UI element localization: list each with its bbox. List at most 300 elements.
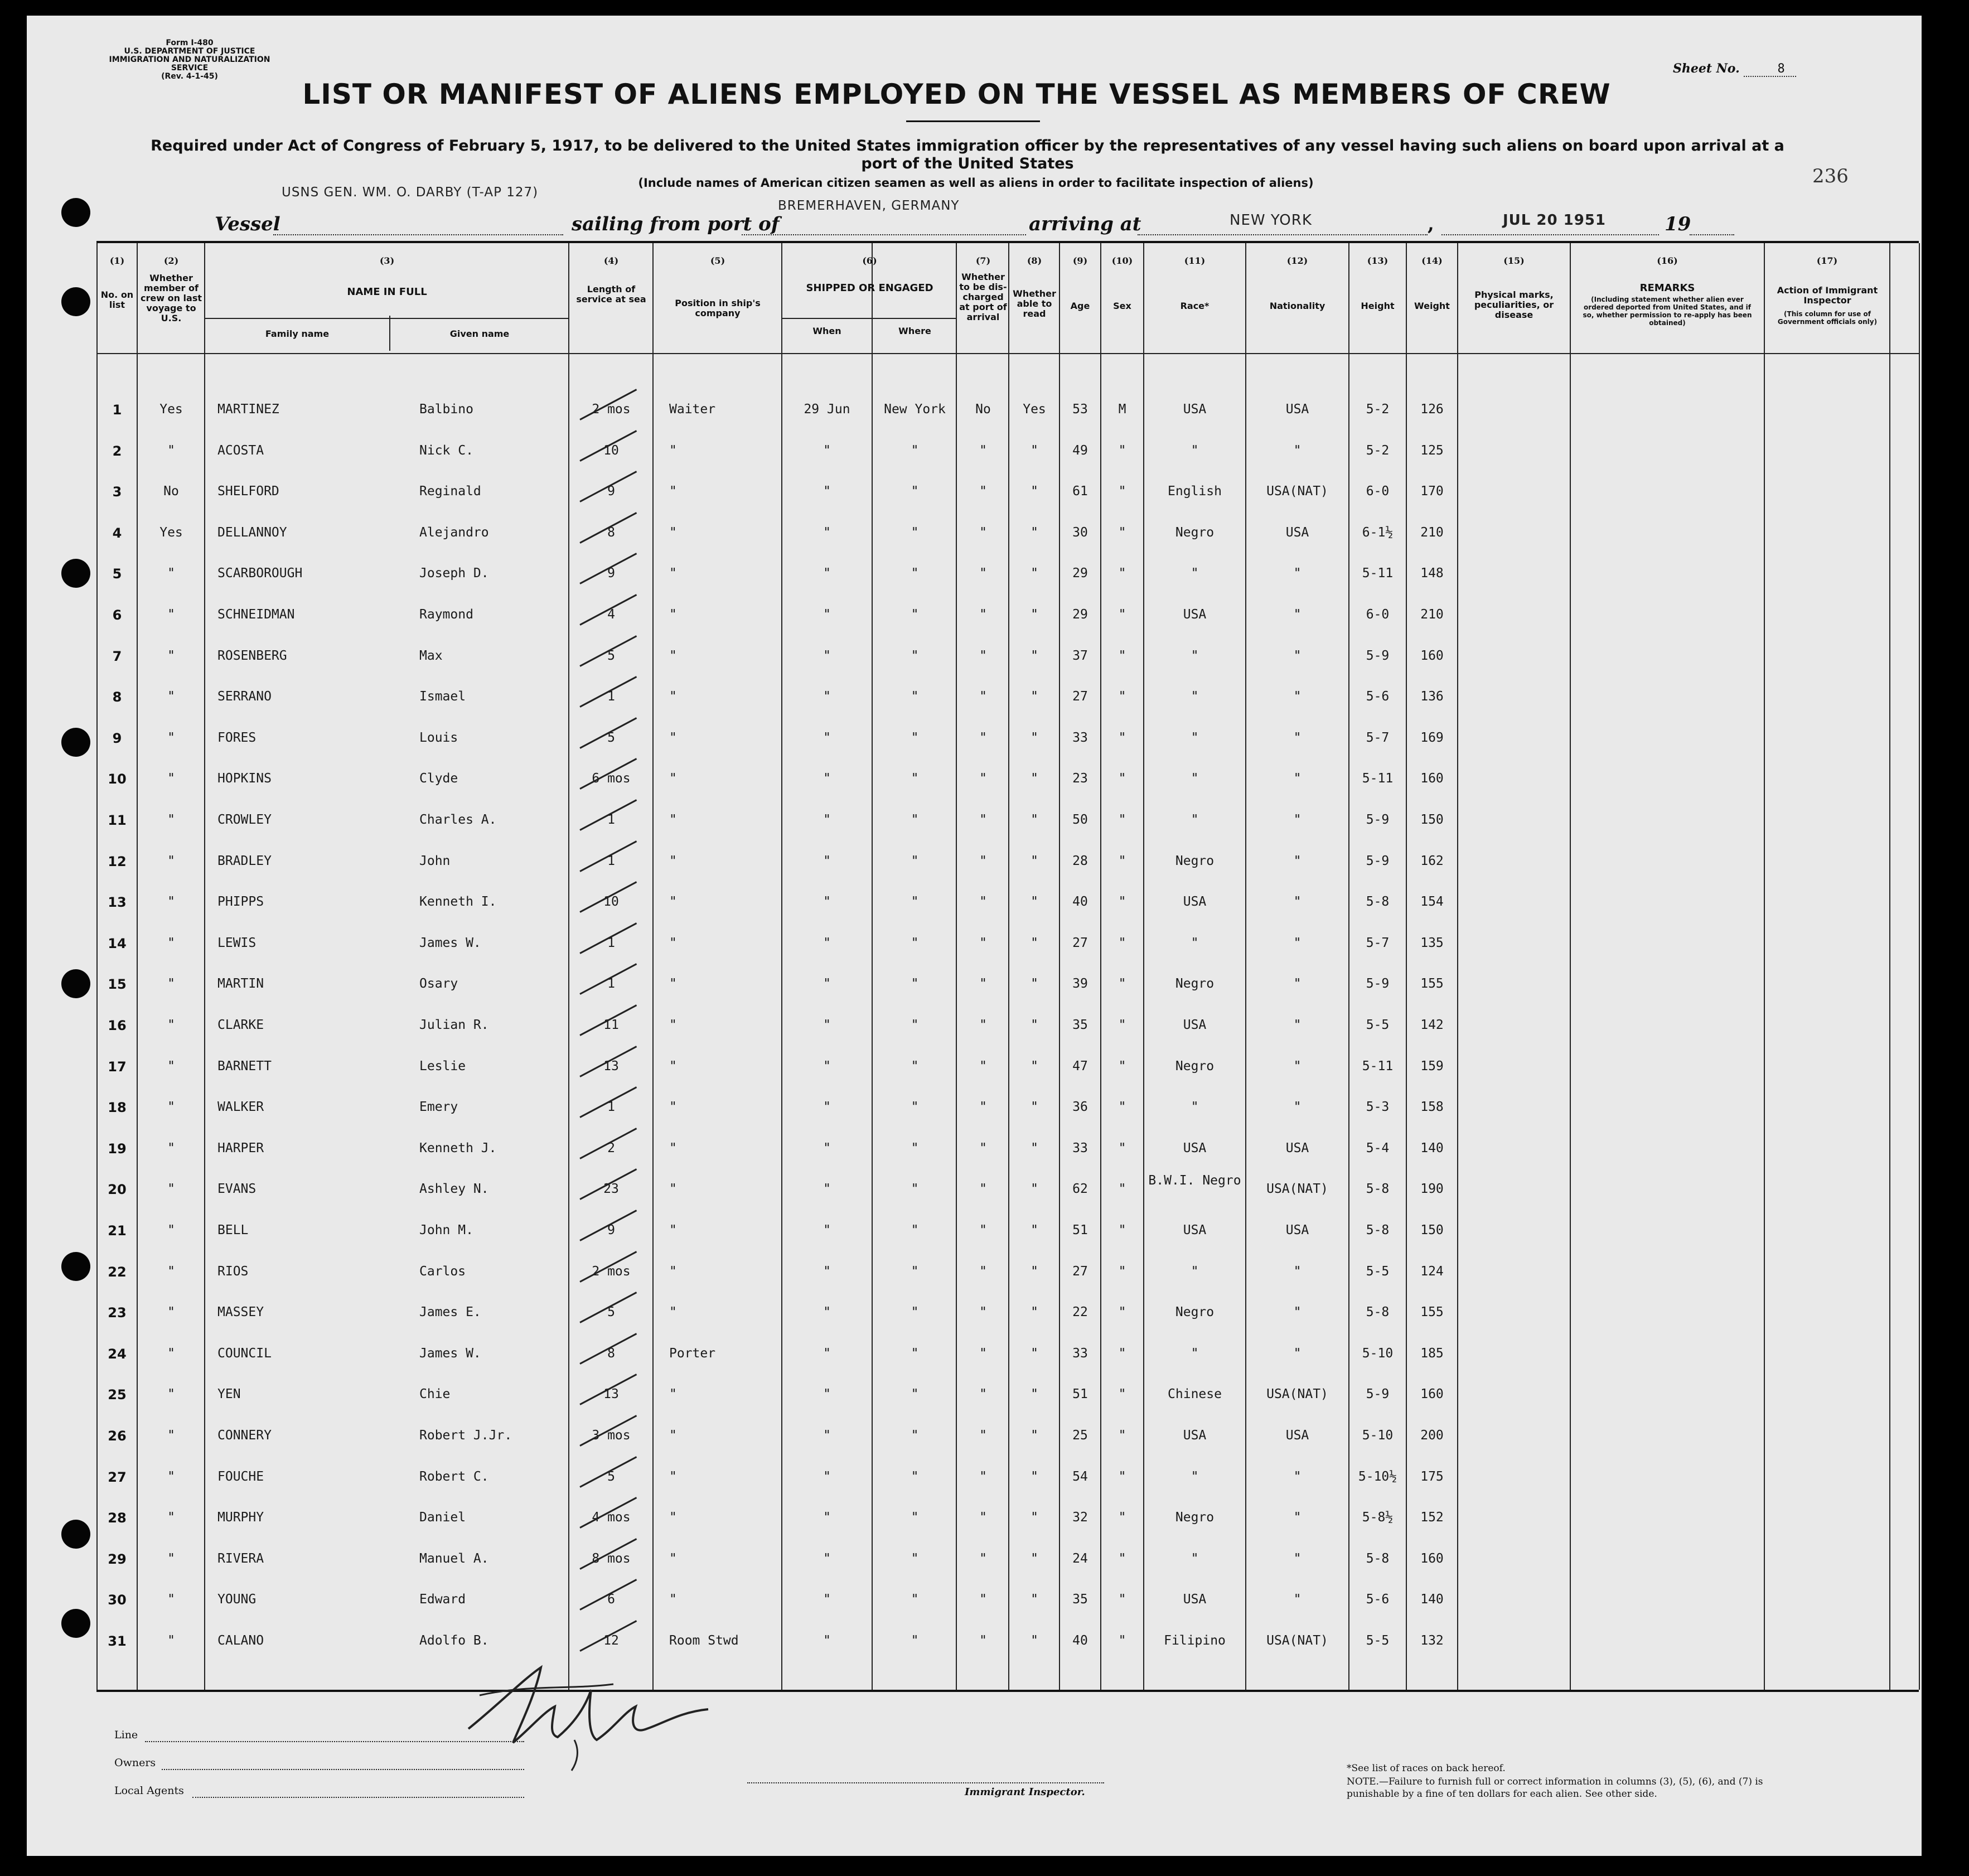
cell-nationality: USA <box>1285 1428 1309 1443</box>
title-underline <box>906 120 1040 122</box>
cell-when: " <box>823 1592 831 1607</box>
cell-nationality: " <box>1293 853 1302 868</box>
row-number: 13 <box>108 895 127 911</box>
cell-weight: 160 <box>1420 1387 1444 1402</box>
cell-position: " <box>669 1551 677 1566</box>
cell-service: 1 <box>607 813 615 827</box>
cell-discharged: " <box>979 648 987 663</box>
sailing-port-written <box>778 199 959 213</box>
row-number: 30 <box>108 1592 127 1608</box>
binder-hole <box>61 1252 90 1281</box>
cell-height: 5-9 <box>1366 1387 1390 1402</box>
col-12-number: (12) <box>1286 255 1308 266</box>
cell-prior: Yes <box>159 402 183 417</box>
cell-position: " <box>669 730 677 745</box>
cell-weight: 169 <box>1420 730 1444 745</box>
cell-position: " <box>669 935 677 950</box>
cell-prior: " <box>167 1428 175 1443</box>
col-7-header: Whether to be dis-charged at port of arrival <box>959 272 1007 322</box>
col-6-where-header: Where <box>898 326 931 336</box>
cell-service: 13 <box>603 1387 619 1402</box>
cell-race: B.W.I. Negro <box>1148 1173 1241 1188</box>
cell-where: " <box>911 1510 919 1525</box>
cell-discharged: " <box>979 607 987 622</box>
cell-prior: " <box>167 1305 175 1320</box>
row-number: 21 <box>108 1223 127 1239</box>
cell-nationality: " <box>1293 976 1302 992</box>
cell-nationality: USA(NAT) <box>1266 1182 1328 1197</box>
cell-discharged: " <box>979 1223 987 1237</box>
cell-age: 27 <box>1072 689 1088 704</box>
cell-sex: " <box>1118 1182 1126 1197</box>
cell-age: 33 <box>1072 1346 1088 1361</box>
cell-discharged: " <box>979 1100 987 1115</box>
cell-read: Yes <box>1023 402 1046 417</box>
cell-given: Adolfo B. <box>419 1633 489 1648</box>
col-8-number: (8) <box>1027 255 1042 266</box>
cell-where: " <box>911 730 919 745</box>
row-number: 24 <box>108 1346 127 1362</box>
cell-discharged: " <box>979 1387 987 1402</box>
cell-nationality: " <box>1293 648 1302 663</box>
arriving-dotline <box>1138 234 1428 235</box>
cell-family: SHELFORD <box>217 484 279 499</box>
cell-weight: 126 <box>1420 402 1444 417</box>
arriving-port-value: NEW YORK <box>1230 212 1312 229</box>
cell-discharged: " <box>979 935 987 950</box>
row-number: 16 <box>108 1018 127 1033</box>
cell-prior: " <box>167 1633 175 1648</box>
cell-position: " <box>669 607 677 622</box>
cell-race: Filipino <box>1164 1633 1226 1648</box>
cell-position: " <box>669 566 677 581</box>
cell-race: " <box>1191 1346 1199 1361</box>
cell-discharged: " <box>979 1633 987 1648</box>
cell-discharged: " <box>979 976 987 992</box>
cell-given: Osary <box>419 976 458 992</box>
cell-given: Ashley N. <box>419 1182 489 1197</box>
cell-service: 9 <box>607 1223 615 1237</box>
cell-prior: " <box>167 1223 175 1237</box>
cell-read: " <box>1031 935 1038 950</box>
cell-age: 27 <box>1072 1264 1088 1279</box>
cell-nationality: " <box>1293 1264 1302 1279</box>
cell-read: " <box>1031 566 1038 581</box>
cell-read: " <box>1031 648 1038 663</box>
cell-height: 5-10½ <box>1358 1469 1397 1484</box>
cell-weight: 150 <box>1420 813 1444 827</box>
col-15-number: (15) <box>1503 255 1525 266</box>
cell-race: Negro <box>1175 1305 1215 1320</box>
cell-nationality: " <box>1293 935 1302 950</box>
col-10-number: (10) <box>1111 255 1133 266</box>
cell-read: " <box>1031 1100 1038 1115</box>
row-number: 5 <box>112 566 122 582</box>
cell-when: 29 Jun <box>804 402 850 417</box>
cell-height: 5-11 <box>1362 771 1394 786</box>
cell-height: 5-5 <box>1366 1018 1390 1032</box>
page-title: LIST OR MANIFEST OF ALIENS EMPLOYED ON THE VESSEL AS MEMBERS OF CREW <box>302 78 1611 110</box>
cell-prior: " <box>167 607 175 622</box>
cell-age: 29 <box>1072 607 1088 622</box>
cell-age: 51 <box>1072 1223 1088 1237</box>
cell-where: " <box>911 813 919 827</box>
cell-family: WALKER <box>217 1100 264 1115</box>
cell-given: Louis <box>419 730 458 745</box>
cell-age: 24 <box>1072 1551 1088 1566</box>
cell-service: 2 mos <box>592 1264 631 1279</box>
cell-height: 5-8 <box>1366 1182 1390 1197</box>
cell-nationality: USA <box>1285 1223 1309 1237</box>
cell-where: " <box>911 1305 919 1320</box>
cell-when: " <box>823 1305 831 1320</box>
cell-weight: 152 <box>1420 1510 1444 1525</box>
cell-position: " <box>669 443 677 458</box>
cell-family: CALANO <box>217 1633 264 1648</box>
row-number: 29 <box>108 1551 127 1567</box>
form-identifier <box>95 39 284 81</box>
cell-given: Chie <box>419 1387 451 1402</box>
cell-where: " <box>911 1469 919 1484</box>
cell-nationality: USA <box>1285 1140 1309 1155</box>
cell-read: " <box>1031 1058 1038 1074</box>
cell-service: 8 <box>607 1346 615 1361</box>
cell-nationality: USA <box>1285 402 1309 417</box>
cell-discharged: " <box>979 1551 987 1566</box>
cell-position: " <box>669 1387 677 1402</box>
cell-discharged: " <box>979 1469 987 1484</box>
cell-race: Negro <box>1175 1058 1215 1074</box>
cell-service: 5 <box>607 1469 615 1484</box>
cell-sex: " <box>1118 1469 1126 1484</box>
cell-prior: " <box>167 1018 175 1032</box>
cell-age: 29 <box>1072 566 1088 581</box>
cell-weight: 150 <box>1420 1223 1444 1237</box>
row-number: 20 <box>108 1182 127 1198</box>
col-1-number: (1) <box>109 255 125 266</box>
cell-family: ROSENBERG <box>217 648 287 663</box>
binder-hole <box>61 969 90 998</box>
cell-position: " <box>669 648 677 663</box>
cell-when: " <box>823 730 831 745</box>
cell-discharged: " <box>979 813 987 827</box>
cell-where: " <box>911 1387 919 1402</box>
row-number: 28 <box>108 1510 127 1526</box>
cell-given: Julian R. <box>419 1018 489 1032</box>
form-number: Form I-480 <box>166 38 214 47</box>
cell-where: " <box>911 771 919 786</box>
col-11-number: (11) <box>1184 255 1206 266</box>
cell-where: " <box>911 1592 919 1607</box>
binder-hole <box>61 1609 90 1638</box>
cell-given: Kenneth I. <box>419 895 497 910</box>
cell-position: " <box>669 525 677 540</box>
binder-hole <box>61 287 90 316</box>
cell-position: " <box>669 1510 677 1525</box>
row-number: 1 <box>112 402 122 418</box>
cell-race: Negro <box>1175 525 1215 540</box>
cell-read: " <box>1031 771 1038 786</box>
inspector-label: Immigrant Inspector. <box>965 1786 1085 1798</box>
cell-sex: " <box>1118 1058 1126 1074</box>
cell-where: " <box>911 1346 919 1361</box>
cell-service: 13 <box>603 1058 619 1074</box>
cell-nationality: " <box>1293 1510 1302 1525</box>
binder-hole <box>61 728 90 757</box>
col-1-header: No. on list <box>100 289 134 310</box>
cell-given: Charles A. <box>419 813 497 827</box>
cell-when: " <box>823 1428 831 1443</box>
cell-sex: " <box>1118 1018 1126 1032</box>
cell-when: " <box>823 935 831 950</box>
col-3-header: NAME IN FULL <box>347 286 427 298</box>
cell-service: 5 <box>607 648 615 663</box>
cell-nationality: " <box>1293 1100 1302 1115</box>
cell-when: " <box>823 1551 831 1566</box>
col-2-number: (2) <box>163 255 179 266</box>
row-number: 7 <box>112 648 122 664</box>
cell-discharged: " <box>979 1592 987 1607</box>
row-number: 18 <box>108 1100 127 1116</box>
cell-given: Daniel <box>419 1510 466 1525</box>
arrival-date-written <box>1503 212 1606 229</box>
cell-service: 2 <box>607 1140 615 1155</box>
cell-where: " <box>911 1058 919 1074</box>
cell-nationality: " <box>1293 1346 1302 1361</box>
cell-position: Porter <box>669 1346 716 1361</box>
cell-race: English <box>1168 484 1222 499</box>
col-5-header: Position in ship's company <box>675 298 761 318</box>
cell-given: James W. <box>419 935 481 950</box>
cell-position: " <box>669 1018 677 1032</box>
owners-label: Owners <box>114 1757 156 1769</box>
cell-service: 5 <box>607 730 615 745</box>
cell-height: 5-8 <box>1366 895 1390 910</box>
cell-nationality: USA <box>1285 525 1309 540</box>
cell-discharged: " <box>979 1346 987 1361</box>
page-subtitle: Required under Act of Congress of February 5, 1917, to be delivered to the United States immigration officer by the representatives of any vessel having such aliens on board upon arrival at a port of the United States <box>151 137 1784 172</box>
cell-sex: " <box>1118 1305 1126 1320</box>
cell-given: John <box>419 853 451 868</box>
cell-weight: 155 <box>1420 1305 1444 1320</box>
cell-service: 23 <box>603 1182 619 1197</box>
cell-nationality: " <box>1293 607 1302 622</box>
cell-age: 51 <box>1072 1387 1088 1402</box>
cell-age: 30 <box>1072 525 1088 540</box>
cell-nationality: " <box>1293 1058 1302 1074</box>
vessel-dotline <box>273 234 563 235</box>
row-number: 19 <box>108 1140 127 1157</box>
cell-prior: " <box>167 689 175 704</box>
cell-service: 6 <box>607 1592 615 1607</box>
cell-prior: " <box>167 648 175 663</box>
cell-nationality: " <box>1293 730 1302 745</box>
cell-weight: 125 <box>1420 443 1444 458</box>
cell-weight: 160 <box>1420 1551 1444 1566</box>
sailing-port-value: BREMERHAVEN, GERMANY <box>778 199 960 213</box>
row-number: 31 <box>108 1633 127 1649</box>
cell-where: " <box>911 1100 919 1115</box>
cell-position: " <box>669 1305 677 1320</box>
cell-sex: " <box>1118 1140 1126 1155</box>
cell-sex: " <box>1118 1510 1126 1525</box>
cell-weight: 155 <box>1420 976 1444 992</box>
cell-sex: " <box>1118 1100 1126 1115</box>
cell-discharged: No <box>975 402 991 417</box>
cell-service: 6 mos <box>592 771 631 786</box>
cell-nationality: " <box>1293 813 1302 827</box>
cell-position: " <box>669 895 677 910</box>
cell-read: " <box>1031 1428 1038 1443</box>
cell-read: " <box>1031 813 1038 827</box>
cell-race: " <box>1191 1264 1199 1279</box>
cell-family: ACOSTA <box>217 443 264 458</box>
cell-age: 50 <box>1072 813 1088 827</box>
cell-read: " <box>1031 1592 1038 1607</box>
cell-height: 5-2 <box>1366 443 1390 458</box>
cell-where: " <box>911 1018 919 1032</box>
cell-prior: " <box>167 1182 175 1197</box>
cell-discharged: " <box>979 1264 987 1279</box>
cell-race: Negro <box>1175 853 1215 868</box>
cell-where: " <box>911 1428 919 1443</box>
cell-sex: " <box>1118 853 1126 868</box>
col-16-header: REMARKS <box>1639 282 1695 294</box>
cell-given: Joseph D. <box>419 566 489 581</box>
cell-weight: 140 <box>1420 1592 1444 1607</box>
year-dotline <box>1690 234 1734 235</box>
cell-height: 5-7 <box>1366 730 1390 745</box>
cell-prior: " <box>167 730 175 745</box>
cell-nationality: USA(NAT) <box>1266 1633 1328 1648</box>
cell-race: USA <box>1183 1140 1207 1155</box>
cell-weight: 158 <box>1420 1100 1444 1115</box>
cell-discharged: " <box>979 1182 987 1197</box>
cell-race: Negro <box>1175 1510 1215 1525</box>
sheet-number-label: Sheet No. <box>1673 61 1740 76</box>
cell-prior: " <box>167 1551 175 1566</box>
cell-sex: " <box>1118 730 1126 745</box>
cell-where: " <box>911 1551 919 1566</box>
cell-height: 5-8½ <box>1362 1510 1394 1525</box>
cell-race: USA <box>1183 1428 1207 1443</box>
cell-height: 5-9 <box>1366 648 1390 663</box>
cell-discharged: " <box>979 1058 987 1074</box>
col-2-header: Whether member of crew on last voyage to U.S. <box>141 273 202 323</box>
cell-height: 6-0 <box>1366 607 1390 622</box>
cell-given: Ismael <box>419 689 466 704</box>
cell-when: " <box>823 1633 831 1648</box>
cell-discharged: " <box>979 1510 987 1525</box>
sheet-number-value: 8 <box>1744 62 1796 77</box>
cell-family: LEWIS <box>217 935 257 950</box>
cell-service: 9 <box>607 566 615 581</box>
cell-where: " <box>911 648 919 663</box>
col-3-family-header: Family name <box>265 328 330 339</box>
cell-height: 6-0 <box>1366 484 1390 499</box>
cell-service: 1 <box>607 935 615 950</box>
cell-sex: " <box>1118 1551 1126 1566</box>
col-14-number: (14) <box>1421 255 1443 266</box>
cell-where: " <box>911 895 919 910</box>
cell-where: " <box>911 935 919 950</box>
cell-nationality: " <box>1293 1592 1302 1607</box>
date-dotline <box>1441 234 1659 235</box>
cell-discharged: " <box>979 1140 987 1155</box>
cell-weight: 159 <box>1420 1058 1444 1074</box>
cell-when: " <box>823 771 831 786</box>
department-name: U.S. DEPARTMENT OF JUSTICE <box>124 47 255 56</box>
cell-race: " <box>1191 935 1199 950</box>
cell-service: 1 <box>607 976 615 992</box>
cell-where: " <box>911 1140 919 1155</box>
cell-service: 10 <box>603 443 619 458</box>
service-name: IMMIGRATION AND NATURALIZATION SERVICE <box>109 55 270 72</box>
binder-hole <box>61 198 90 227</box>
cell-sex: " <box>1118 813 1126 827</box>
cell-read: " <box>1031 1346 1038 1361</box>
cell-family: SCHNEIDMAN <box>217 607 295 622</box>
cell-position: " <box>669 689 677 704</box>
cell-family: MARTIN <box>217 976 264 992</box>
cell-given: Robert C. <box>419 1469 489 1484</box>
cell-sex: " <box>1118 771 1126 786</box>
cell-weight: 132 <box>1420 1633 1444 1648</box>
cell-weight: 210 <box>1420 525 1444 540</box>
cell-where: " <box>911 525 919 540</box>
cell-sex: " <box>1118 1428 1126 1443</box>
comma: , <box>1428 213 1434 235</box>
cell-weight: 140 <box>1420 1140 1444 1155</box>
cell-family: YOUNG <box>217 1592 257 1607</box>
cell-prior: " <box>167 566 175 581</box>
cell-read: " <box>1031 976 1038 992</box>
row-number: 3 <box>112 484 122 500</box>
cell-race: " <box>1191 443 1199 458</box>
cell-where: " <box>911 689 919 704</box>
cell-read: " <box>1031 1469 1038 1484</box>
cell-given: James E. <box>419 1305 481 1320</box>
vessel-label: Vessel <box>215 213 280 235</box>
cell-nationality: " <box>1293 566 1302 581</box>
vessel-name-written <box>282 185 538 200</box>
cell-read: " <box>1031 525 1038 540</box>
cell-age: 22 <box>1072 1305 1088 1320</box>
cell-race: " <box>1191 771 1199 786</box>
cell-height: 5-6 <box>1366 689 1390 704</box>
cell-discharged: " <box>979 566 987 581</box>
cell-service: 11 <box>603 1018 619 1032</box>
cell-given: Balbino <box>419 402 473 417</box>
cell-read: " <box>1031 443 1038 458</box>
sheet-number <box>1673 61 1796 76</box>
cell-family: RIOS <box>217 1264 249 1279</box>
cell-prior: " <box>167 853 175 868</box>
cell-discharged: " <box>979 1428 987 1443</box>
cell-given: Kenneth J. <box>419 1140 497 1155</box>
cell-service: 4 mos <box>592 1510 631 1525</box>
cell-read: " <box>1031 1264 1038 1279</box>
cell-discharged: " <box>979 895 987 910</box>
cell-discharged: " <box>979 443 987 458</box>
col-12-header: Nationality <box>1269 301 1325 311</box>
cell-height: 5-7 <box>1366 935 1390 950</box>
cell-weight: 170 <box>1420 484 1444 499</box>
row-number: 2 <box>112 443 122 459</box>
cell-age: 32 <box>1072 1510 1088 1525</box>
cell-given: Robert J.Jr. <box>419 1428 512 1443</box>
row-number: 25 <box>108 1387 127 1403</box>
